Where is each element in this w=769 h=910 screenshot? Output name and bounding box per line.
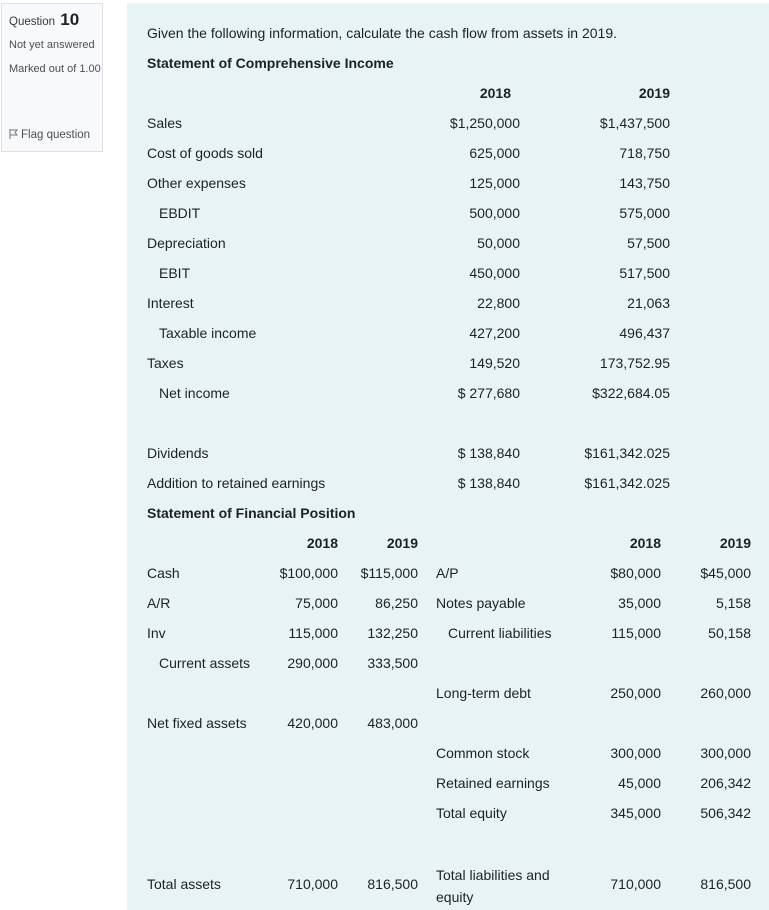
income-row-label: EBIT bbox=[159, 265, 191, 281]
income-row-2019: $1,437,500 bbox=[599, 115, 670, 131]
income-row-label: Net income bbox=[159, 385, 230, 401]
liability-row-2018: 45,000 bbox=[618, 775, 661, 791]
income-row-label: Addition to retained earnings bbox=[147, 475, 326, 491]
income-row-2018: $ 277,680 bbox=[457, 385, 520, 401]
asset-row-2018: $100,000 bbox=[279, 565, 338, 581]
income-row-label: Other expenses bbox=[147, 175, 246, 191]
liability-row-label: Notes payable bbox=[436, 595, 526, 611]
liability-row-2019: 206,342 bbox=[700, 775, 751, 791]
income-row-label: Depreciation bbox=[147, 235, 226, 251]
question-info-panel bbox=[1, 3, 103, 152]
income-row-2018: $ 138,840 bbox=[457, 445, 520, 461]
income-row-2019: 21,063 bbox=[627, 295, 670, 311]
income-year-2018: 2018 bbox=[479, 85, 511, 101]
liability-row-label: Long-term debt bbox=[436, 685, 531, 701]
flag-icon bbox=[9, 129, 18, 139]
liability-row-label: A/P bbox=[436, 565, 459, 581]
asset-row-2019: 333,500 bbox=[367, 655, 418, 671]
liability-row-2018: 35,000 bbox=[618, 595, 661, 611]
asset-row-2018: 115,000 bbox=[288, 625, 338, 641]
asset-row-2019: 132,250 bbox=[367, 625, 418, 641]
liability-row-2018: 300,000 bbox=[610, 745, 661, 761]
income-row-2018: 625,000 bbox=[469, 145, 520, 161]
income-row-2018: $ 138,840 bbox=[457, 475, 520, 491]
income-row-2019: 143,750 bbox=[619, 175, 670, 191]
liabilities-year-2019: 2019 bbox=[719, 535, 751, 551]
asset-row-2019: 483,000 bbox=[367, 715, 418, 731]
income-row-label: Cost of goods sold bbox=[147, 145, 263, 161]
liability-row-label: Total liabilities and equity bbox=[436, 867, 550, 905]
question-state: Not yet answered bbox=[9, 39, 95, 51]
liability-row-label: Common stock bbox=[436, 745, 530, 761]
liability-row-2019: 816,500 bbox=[700, 876, 751, 892]
assets-year-2018: 2018 bbox=[306, 535, 338, 551]
income-row-label: Interest bbox=[147, 295, 194, 311]
question-text: Given the following information, calculate the cash flow from assets in 2019. bbox=[147, 25, 618, 41]
asset-row-label: Total assets bbox=[147, 876, 221, 892]
income-row-2019: 496,437 bbox=[619, 325, 670, 341]
liability-row-2019: 260,000 bbox=[700, 685, 751, 701]
asset-row-2018: 75,000 bbox=[295, 595, 338, 611]
income-row-label: Sales bbox=[147, 115, 183, 131]
income-year-2019: 2019 bbox=[638, 85, 670, 101]
income-row-2018: 22,800 bbox=[477, 295, 520, 311]
asset-row-label: Inv bbox=[147, 625, 166, 641]
income-row-2019: $322,684.05 bbox=[592, 385, 670, 401]
liability-row-2019: $45,000 bbox=[700, 565, 751, 581]
income-row-2019: 57,500 bbox=[627, 235, 670, 251]
asset-row-2019: 816,500 bbox=[367, 876, 418, 892]
income-row-2019: $161,342.025 bbox=[584, 475, 670, 491]
liability-row-2019: 50,158 bbox=[708, 625, 751, 641]
income-row-2018: 149,520 bbox=[469, 355, 520, 371]
income-row-2018: 125,000 bbox=[469, 175, 520, 191]
liability-row-2019: 506,342 bbox=[700, 805, 751, 821]
income-row-label: Taxable income bbox=[159, 325, 257, 341]
flag-question-label: Flag question bbox=[21, 129, 91, 141]
question-grade: Marked out of 1.00 bbox=[9, 63, 101, 75]
income-row-2019: 575,000 bbox=[619, 205, 670, 221]
asset-row-2018: 290,000 bbox=[287, 655, 338, 671]
income-row-2018: $1,250,000 bbox=[449, 115, 520, 131]
question-number-value: 10 bbox=[60, 10, 80, 29]
income-row-label: Dividends bbox=[147, 445, 209, 461]
liability-row-2018: 250,000 bbox=[610, 685, 661, 701]
liability-row-2018: 710,000 bbox=[610, 876, 661, 892]
asset-row-2018: 420,000 bbox=[287, 715, 338, 731]
liability-row-2018: $80,000 bbox=[610, 565, 661, 581]
income-row-label: Taxes bbox=[147, 355, 184, 371]
liability-row-2019: 300,000 bbox=[700, 745, 751, 761]
assets-year-2019: 2019 bbox=[386, 535, 418, 551]
income-row-2019: 173,752.95 bbox=[599, 355, 670, 371]
liability-row-2019: 5,158 bbox=[715, 595, 751, 611]
income-row-2018: 50,000 bbox=[477, 235, 520, 251]
income-row-2019: 718,750 bbox=[619, 145, 670, 161]
asset-row-label: Net fixed assets bbox=[147, 715, 247, 731]
question-content bbox=[127, 3, 769, 910]
asset-row-label: Cash bbox=[147, 565, 180, 581]
asset-row-2019: $115,000 bbox=[360, 565, 418, 581]
flag-question-link[interactable] bbox=[9, 129, 90, 141]
income-row-2018: 427,200 bbox=[469, 325, 520, 341]
income-row-label: EBDIT bbox=[159, 205, 201, 221]
question-number bbox=[9, 10, 102, 30]
asset-row-label: A/R bbox=[147, 595, 171, 611]
balance-sheet-title: Statement of Financial Position bbox=[147, 505, 356, 521]
income-row-2019: $161,342.025 bbox=[584, 445, 670, 461]
income-row-2018: 500,000 bbox=[469, 205, 520, 221]
asset-row-label: Current assets bbox=[159, 655, 251, 671]
income-row-2019: 517,500 bbox=[619, 265, 670, 281]
liability-row-label: Retained earnings bbox=[436, 775, 550, 791]
asset-row-2019: 86,250 bbox=[375, 595, 418, 611]
liability-row-2018: 115,000 bbox=[611, 625, 661, 641]
liability-row-2018: 345,000 bbox=[610, 805, 661, 821]
liability-row-label: Total equity bbox=[436, 805, 507, 821]
question-label: Question bbox=[9, 16, 56, 28]
asset-row-2018: 710,000 bbox=[287, 876, 338, 892]
liability-row-label: Current liabilities bbox=[448, 625, 552, 641]
income-statement-title: Statement of Comprehensive Income bbox=[147, 55, 394, 71]
income-row-2018: 450,000 bbox=[469, 265, 520, 281]
liabilities-year-2018: 2018 bbox=[629, 535, 661, 551]
